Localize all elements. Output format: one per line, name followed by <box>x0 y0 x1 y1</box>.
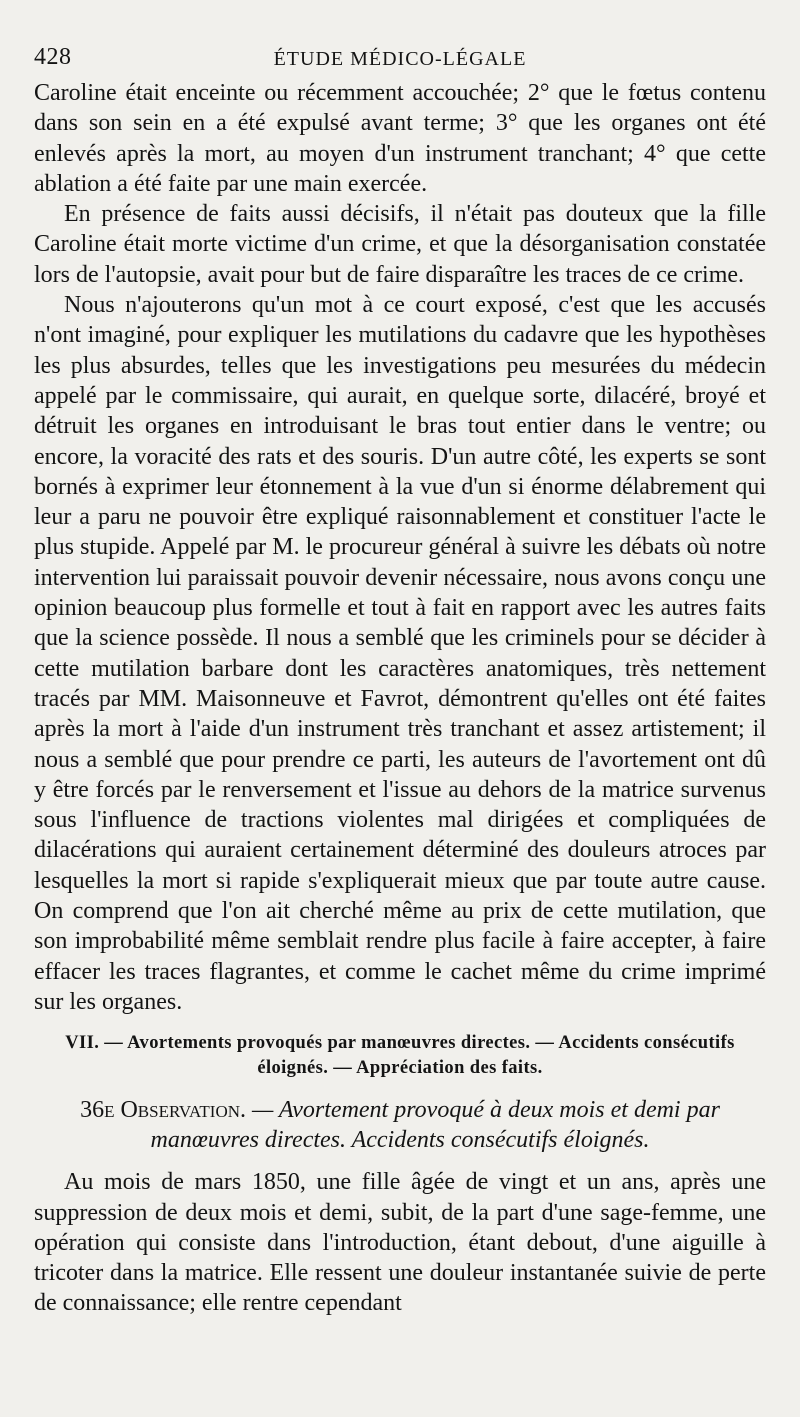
paragraph: Nous n'ajouterons qu'un mot à ce court exposé, c'est que les accusés n'ont imaginé, pour expliquer les mutilations du cadavre que les hypothèses les plus absurdes, telles que les investigations peu mesurées du médecin appelé par le commissaire, qui aurait, en quelque sorte, dilacéré, broyé et détruit les organes en introduisant le bras tout entier dans le ventre; ou encore, la voracité des rats et des souris. D'un autre côté, les experts se sont bornés à exprimer leur étonnement à la vue d'un si énorme délabrement qui leur a paru ne pouvoir être expliqué raisonnablement et constituer l'acte le plus stupide. Appelé par M. le procureur général à suivre les débats où notre intervention lui paraissait pouvoir devenir nécessaire, nous avons conçu une opinion beaucoup plus formelle et tout à fait en rapport avec les autres faits que la science possède. Il nous a semblé que les criminels pour se décider à cette mutilation barbare dont les caractères anatomiques, très nettement tracés par MM. Maisonneuve et Favrot, démontrent qu'elles ont été faites après la mort à l'aide d'un instrument très tranchant et assez artistement; il nous a semblé que pour prendre ce parti, les auteurs de l'avortement ont dû y être forcés par le renversement et l'issue au dehors de la matrice survenus sous l'influence de tractions violentes mal dirigées et compliquées de dilacérations qui auraient certainement déterminé des douleurs atroces par lesquelles la mort si rapide s'expliquerait mieux que par toute autre cause. On comprend que l'on ait cherché même au prix de cette mutilation, que son improbabilité même semblait rendre plus facile à faire accepter, à faire effacer les traces flagrantes, et comme le cachet même du crime imprimé sur les organes. <box>34 292 766 1015</box>
observation-heading <box>34 1095 766 1155</box>
paragraph-continuation: Caroline était enceinte ou récemment accouchée; 2° que le fœtus contenu dans son sein en a été expulsé avant terme; 3° que les organes ont été enlevés après la mort, au moyen d'un instrument tranchant; 4° que cette ablation a été faite par une main exercée. <box>34 80 766 197</box>
section-number: VII. <box>65 1033 100 1054</box>
page-number: 428 <box>34 44 72 70</box>
observation-label: 36e Observation. <box>80 1097 247 1124</box>
section-heading <box>34 1031 766 1081</box>
running-title: ÉTUDE MÉDICO-LÉGALE <box>273 48 527 70</box>
paragraph: Au mois de mars 1850, une fille âgée de vingt et un ans, après une suppression de deux mois et demi, subit, de la part d'une sage-femme, une opération qui consiste dans l'introduction, étant debout, d'une aiguille à tricoter dans la matrice. Elle ressent une douleur instantanée suivie de perte de connaissance; elle rentre cependant <box>34 1169 766 1317</box>
running-head <box>34 42 766 78</box>
body-text <box>34 78 766 1319</box>
section-title: — Avortements provoqués par manœuvres directes. — Accidents consécutifs éloignés. — Appréciation des faits. <box>104 1033 735 1079</box>
paragraph: En présence de faits aussi décisifs, il n'était pas douteux que la fille Caroline était morte victime d'un crime, et que la désorganisation constatée lors de l'autopsie, avait pour but de faire disparaître les traces de ce crime. <box>34 201 766 288</box>
observation-title: — Avortement provoqué à deux mois et demi par manœuvres directes. Accidents consécutifs éloignés. <box>150 1097 720 1154</box>
